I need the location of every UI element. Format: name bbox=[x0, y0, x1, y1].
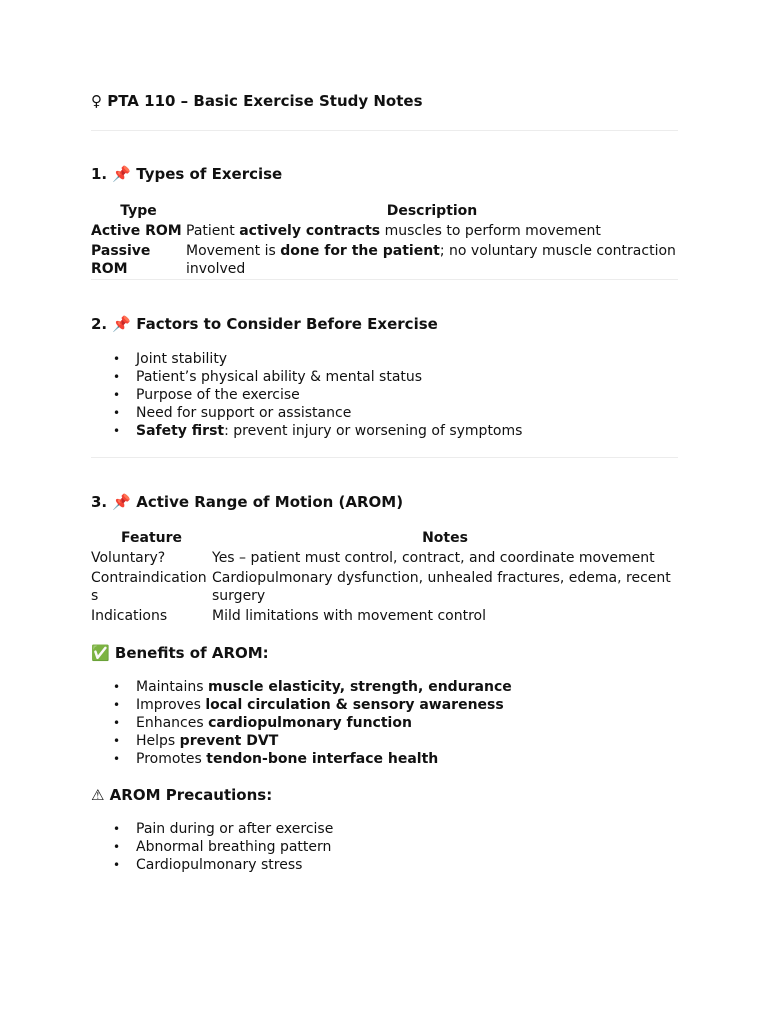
list-item: • Safety first: prevent injury or worsening of symptoms bbox=[136, 422, 678, 440]
document-page bbox=[91, 90, 678, 874]
document-title bbox=[91, 90, 678, 112]
precautions-list bbox=[91, 820, 678, 874]
description-cell: Patient actively contracts muscles to perform movement bbox=[186, 223, 601, 239]
list-item: • Joint stability bbox=[136, 350, 678, 368]
feature-cell: Contraindications bbox=[91, 570, 207, 604]
list-item: • Cardiopulmonary stress bbox=[136, 856, 678, 874]
description-cell: Movement is done for the patient; no voluntary muscle contraction involved bbox=[186, 243, 676, 277]
divider bbox=[91, 130, 678, 131]
list-item: • Purpose of the exercise bbox=[136, 386, 678, 404]
feature-cell: Voluntary? bbox=[91, 550, 166, 566]
table-row bbox=[91, 548, 678, 568]
table-row bbox=[91, 606, 678, 626]
table-row bbox=[91, 241, 678, 279]
table-header-row bbox=[91, 528, 678, 548]
divider bbox=[91, 457, 678, 458]
female-sign-icon: ♀ bbox=[91, 92, 102, 110]
list-item: • Maintains muscle elasticity, strength, endurance bbox=[136, 678, 678, 696]
table-header-row bbox=[91, 201, 678, 221]
type-cell: Passive ROM bbox=[91, 243, 151, 277]
section-heading-arom: 3. 📌 Active Range of Motion (AROM) bbox=[91, 493, 404, 511]
section-heading-factors: 2. 📌 Factors to Consider Before Exercise bbox=[91, 315, 438, 333]
list-item: • Abnormal breathing pattern bbox=[136, 838, 678, 856]
document-title-text: PTA 110 – Basic Exercise Study Notes bbox=[107, 92, 423, 110]
column-header-type: Type bbox=[120, 203, 157, 219]
list-item: • Helps prevent DVT bbox=[136, 732, 678, 750]
divider bbox=[91, 279, 678, 280]
type-cell: Active ROM bbox=[91, 223, 182, 239]
table-row bbox=[91, 568, 678, 606]
list-item: • Pain during or after exercise bbox=[136, 820, 678, 838]
list-item: • Improves local circulation & sensory awareness bbox=[136, 696, 678, 714]
precautions-heading: ⚠ AROM Precautions: bbox=[91, 786, 273, 804]
list-item: • Need for support or assistance bbox=[136, 404, 678, 422]
arom-table bbox=[91, 528, 678, 626]
benefits-heading: ✅ Benefits of AROM: bbox=[91, 644, 269, 662]
benefits-list bbox=[91, 678, 678, 768]
list-item: • Patient’s physical ability & mental status bbox=[136, 368, 678, 386]
column-header-notes: Notes bbox=[422, 530, 468, 546]
column-header-feature: Feature bbox=[121, 530, 182, 546]
notes-cell: Yes – patient must control, contract, and coordinate movement bbox=[212, 550, 655, 566]
column-header-description: Description bbox=[386, 203, 478, 219]
notes-cell: Cardiopulmonary dysfunction, unhealed fractures, edema, recent surgery bbox=[212, 570, 671, 604]
factors-list bbox=[91, 350, 678, 440]
section-heading-types: 1. 📌 Types of Exercise bbox=[91, 165, 283, 183]
list-item: • Enhances cardiopulmonary function bbox=[136, 714, 678, 732]
notes-cell: Mild limitations with movement control bbox=[212, 608, 486, 624]
table-row bbox=[91, 221, 678, 241]
list-item: • Promotes tendon-bone interface health bbox=[136, 750, 678, 768]
types-table bbox=[91, 201, 678, 279]
feature-cell: Indications bbox=[91, 608, 168, 624]
